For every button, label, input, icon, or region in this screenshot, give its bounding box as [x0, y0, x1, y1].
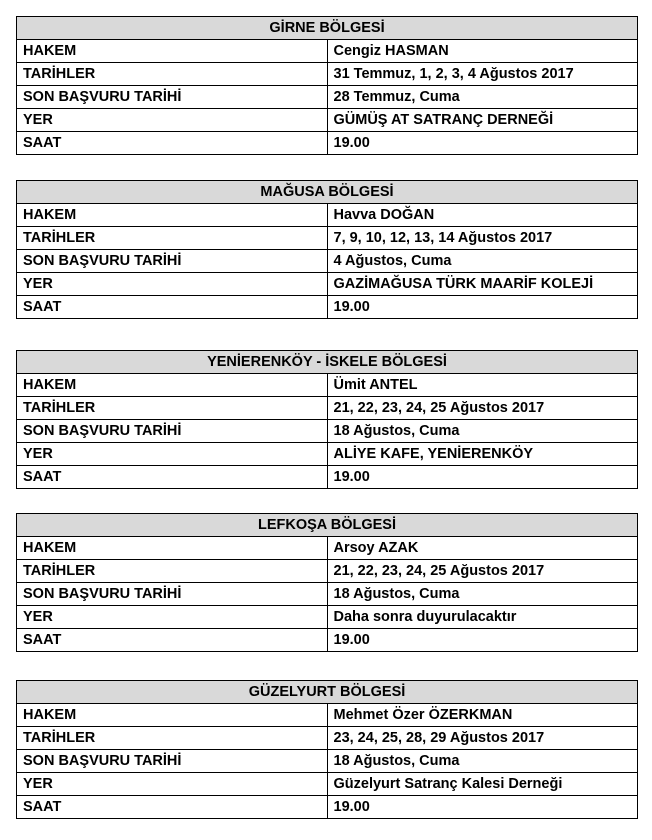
referee-value: Mehmet Özer ÖZERKMAN — [327, 704, 638, 727]
table-row — [17, 629, 638, 652]
region-table-yenierenkoy-iskele — [16, 350, 638, 489]
deadline-label: SON BAŞVURU TARİHİ — [17, 583, 328, 606]
table-row — [17, 750, 638, 773]
table-row — [17, 560, 638, 583]
time-value: 19.00 — [327, 132, 638, 155]
table-row — [17, 374, 638, 397]
region-title: GİRNE BÖLGESİ — [17, 17, 638, 40]
dates-label: TARİHLER — [17, 63, 328, 86]
referee-value: Havva DOĞAN — [327, 204, 638, 227]
table-row — [17, 86, 638, 109]
deadline-value: 18 Ağustos, Cuma — [327, 420, 638, 443]
referee-label: HAKEM — [17, 40, 328, 63]
region-table-lefkosa — [16, 513, 638, 652]
region-table-magusa — [16, 180, 638, 319]
venue-label: YER — [17, 773, 328, 796]
referee-value: Cengiz HASMAN — [327, 40, 638, 63]
time-label: SAAT — [17, 796, 328, 819]
table-row — [17, 537, 638, 560]
table-row — [17, 583, 638, 606]
venue-label: YER — [17, 273, 328, 296]
dates-value: 21, 22, 23, 24, 25 Ağustos 2017 — [327, 397, 638, 420]
venue-label: YER — [17, 443, 328, 466]
region-title: GÜZELYURT BÖLGESİ — [17, 681, 638, 704]
dates-value: 31 Temmuz, 1, 2, 3, 4 Ağustos 2017 — [327, 63, 638, 86]
region-table-guzelyurt — [16, 680, 638, 819]
table-row — [17, 273, 638, 296]
dates-label: TARİHLER — [17, 560, 328, 583]
deadline-label: SON BAŞVURU TARİHİ — [17, 250, 328, 273]
table-row — [17, 443, 638, 466]
venue-label: YER — [17, 606, 328, 629]
table-row — [17, 397, 638, 420]
time-value: 19.00 — [327, 629, 638, 652]
time-label: SAAT — [17, 132, 328, 155]
deadline-label: SON BAŞVURU TARİHİ — [17, 86, 328, 109]
table-row — [17, 796, 638, 819]
deadline-value: 28 Temmuz, Cuma — [327, 86, 638, 109]
deadline-label: SON BAŞVURU TARİHİ — [17, 420, 328, 443]
time-value: 19.00 — [327, 466, 638, 489]
dates-label: TARİHLER — [17, 227, 328, 250]
referee-label: HAKEM — [17, 374, 328, 397]
region-title: MAĞUSA BÖLGESİ — [17, 181, 638, 204]
table-row — [17, 727, 638, 750]
venue-value: Güzelyurt Satranç Kalesi Derneği — [327, 773, 638, 796]
dates-value: 21, 22, 23, 24, 25 Ağustos 2017 — [327, 560, 638, 583]
table-row — [17, 132, 638, 155]
table-row — [17, 606, 638, 629]
time-value: 19.00 — [327, 296, 638, 319]
time-label: SAAT — [17, 466, 328, 489]
time-value: 19.00 — [327, 796, 638, 819]
referee-label: HAKEM — [17, 537, 328, 560]
referee-label: HAKEM — [17, 704, 328, 727]
dates-value: 7, 9, 10, 12, 13, 14 Ağustos 2017 — [327, 227, 638, 250]
deadline-value: 18 Ağustos, Cuma — [327, 583, 638, 606]
table-row — [17, 227, 638, 250]
table-row — [17, 40, 638, 63]
venue-value: ALİYE KAFE, YENİERENKÖY — [327, 443, 638, 466]
venue-value: GÜMÜŞ AT SATRANÇ DERNEĞİ — [327, 109, 638, 132]
table-row — [17, 704, 638, 727]
deadline-value: 18 Ağustos, Cuma — [327, 750, 638, 773]
table-row — [17, 466, 638, 489]
referee-value: Ümit ANTEL — [327, 374, 638, 397]
referee-value: Arsoy AZAK — [327, 537, 638, 560]
table-row — [17, 773, 638, 796]
venue-value: GAZİMAĞUSA TÜRK MAARİF KOLEJİ — [327, 273, 638, 296]
table-row — [17, 204, 638, 227]
table-row — [17, 296, 638, 319]
venue-label: YER — [17, 109, 328, 132]
table-row — [17, 63, 638, 86]
region-title: LEFKOŞA BÖLGESİ — [17, 514, 638, 537]
time-label: SAAT — [17, 296, 328, 319]
region-title: YENİERENKÖY - İSKELE BÖLGESİ — [17, 351, 638, 374]
deadline-label: SON BAŞVURU TARİHİ — [17, 750, 328, 773]
table-row — [17, 420, 638, 443]
table-row — [17, 250, 638, 273]
table-row — [17, 109, 638, 132]
region-table-girne — [16, 16, 638, 155]
venue-value: Daha sonra duyurulacaktır — [327, 606, 638, 629]
dates-label: TARİHLER — [17, 397, 328, 420]
dates-label: TARİHLER — [17, 727, 328, 750]
time-label: SAAT — [17, 629, 328, 652]
deadline-value: 4 Ağustos, Cuma — [327, 250, 638, 273]
dates-value: 23, 24, 25, 28, 29 Ağustos 2017 — [327, 727, 638, 750]
referee-label: HAKEM — [17, 204, 328, 227]
